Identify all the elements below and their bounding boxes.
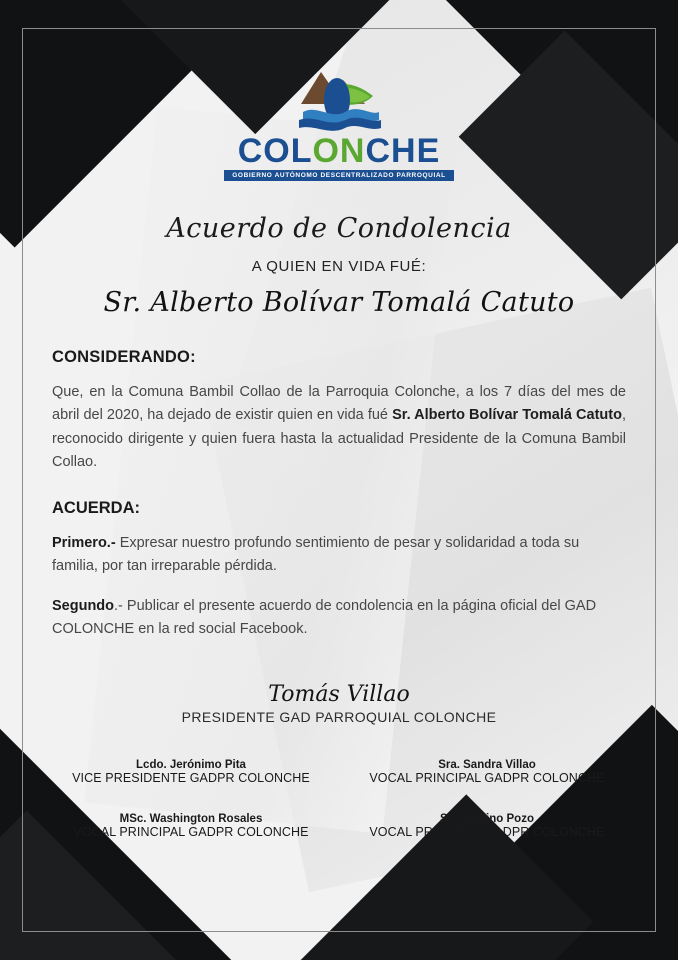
logo-word-part-1: COL xyxy=(237,132,313,170)
signer-block xyxy=(348,759,626,785)
signer-name: Sra. Sandra Villao xyxy=(438,758,536,771)
considering-highlight-name: Sr. Alberto Bolívar Tomalá Catuto xyxy=(392,407,622,424)
signer-role: VOCAL PRINCIPAL GADPR COLONCHE xyxy=(73,824,309,839)
clause-first-text: Expresar nuestro profundo sentimiento de pesar y solidaridad a toda su familia, por tan irreparable pérdida. xyxy=(52,534,580,575)
colonche-logo xyxy=(52,58,626,181)
signer-name: MSc. Washington Rosales xyxy=(119,812,263,825)
document-content xyxy=(52,46,626,839)
signers-grid xyxy=(52,759,626,839)
clause-second-text: .- Publicar el presente acuerdo de condolencia en la página oficial del GAD COLONCHE en la red social Facebook. xyxy=(52,597,597,638)
clause-first xyxy=(52,532,626,579)
document-subtitle: A QUIEN EN VIDA FUÉ: xyxy=(251,258,427,275)
clause-second-label: Segundo xyxy=(52,597,115,614)
logo-tagline: GOBIERNO AUTÓNOMO DESCENTRALIZADO PARROQUIAL xyxy=(224,170,453,181)
considering-text-second: , reconocido dirigente y quien fuera hasta la actualidad Presidente de la Comuna Bambil Collao. xyxy=(52,407,626,471)
considering-text-first: Que, en la Comuna Bambil Collao de la Parroquia Colonche, a los 7 días del mes de abril del 2020, ha dejado de existir quien en vida fué xyxy=(52,384,626,424)
signer-name: Sr. Catalino Pozo xyxy=(440,812,534,825)
agrees-heading: ACUERDA: xyxy=(52,498,140,517)
signature-role: PRESIDENTE GAD PARROQUIAL COLONCHE xyxy=(181,708,497,725)
clause-second xyxy=(52,595,626,642)
page-title: Acuerdo de Condolencia xyxy=(166,213,512,244)
logo-wordmark xyxy=(238,134,441,168)
logo-word-part-2: ON xyxy=(312,132,366,170)
signer-block xyxy=(52,759,330,785)
deceased-name: Sr. Alberto Bolívar Tomalá Catuto xyxy=(103,287,575,318)
clause-first-label: Primero.- xyxy=(52,534,116,551)
document-body xyxy=(52,348,626,642)
mountain-river-logo-icon xyxy=(291,58,387,132)
signer-block xyxy=(348,813,626,839)
signature-name: Tomás Villao xyxy=(268,681,410,707)
logo-word-part-3: CHE xyxy=(365,132,441,170)
signer-role: VOCAL PRINCIPAL GADPR COLONCHE xyxy=(369,824,605,839)
considering-paragraph xyxy=(52,381,626,475)
signer-role: VICE PRESIDENTE GADPR COLONCHE xyxy=(72,770,310,785)
signer-role: VOCAL PRINCIPAL GADPR COLONCHE xyxy=(369,770,605,785)
primary-signature xyxy=(52,682,626,725)
considering-heading: CONSIDERANDO: xyxy=(52,348,196,366)
signer-name: Lcdo. Jerónimo Pita xyxy=(136,758,246,771)
signer-block xyxy=(52,813,330,839)
